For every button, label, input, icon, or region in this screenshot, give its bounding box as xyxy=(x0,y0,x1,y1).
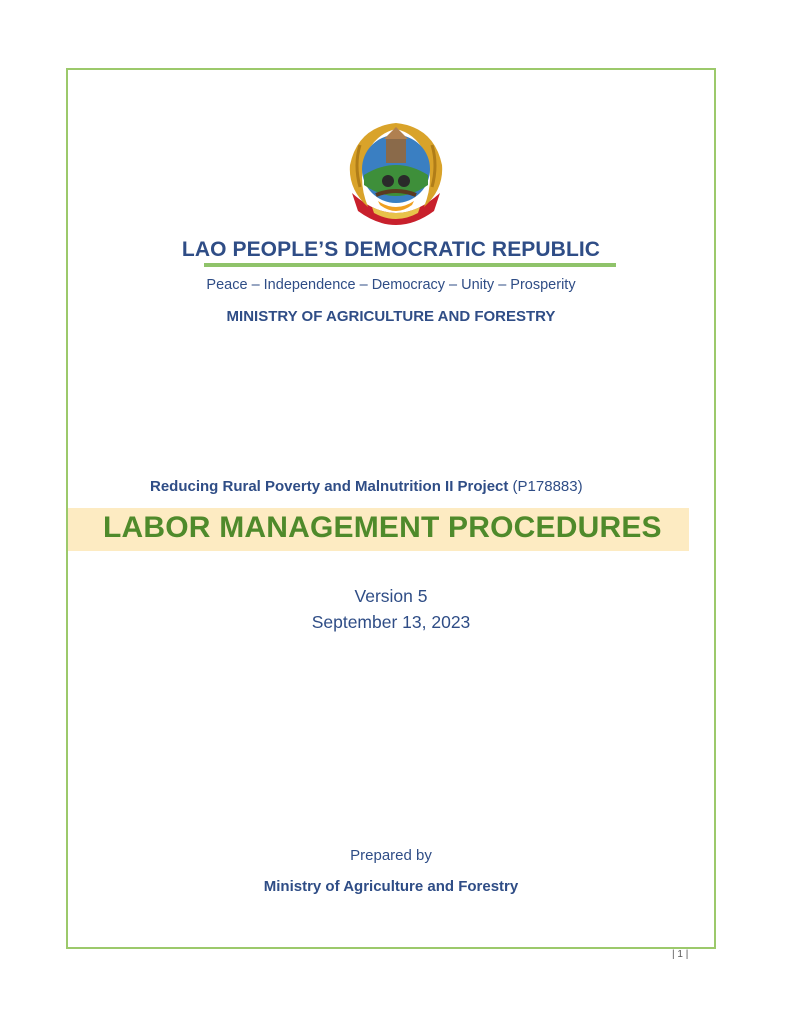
project-line xyxy=(150,478,583,495)
document-date: September 13, 2023 xyxy=(311,612,471,632)
preparer-name: Ministry of Agriculture and Forestry xyxy=(263,878,519,895)
national-motto: Peace – Independence – Democracy – Unity – Prosperity xyxy=(206,277,576,293)
country-name: LAO PEOPLE’S DEMOCRATIC REPUBLIC xyxy=(181,238,601,261)
project-name: Reducing Rural Poverty and Malnutrition II Project xyxy=(150,478,509,495)
national-emblem-icon xyxy=(338,115,454,229)
ministry-name: MINISTRY OF AGRICULTURE AND FORESTRY xyxy=(226,308,556,325)
country-underline xyxy=(204,263,616,267)
prepared-by-label: Prepared by xyxy=(350,847,432,864)
project-code: (P178883) xyxy=(508,478,583,495)
page-number: | 1 | xyxy=(672,949,689,960)
version-label: Version 5 xyxy=(354,586,428,606)
document-title: LABOR MANAGEMENT PROCEDURES xyxy=(103,511,662,544)
